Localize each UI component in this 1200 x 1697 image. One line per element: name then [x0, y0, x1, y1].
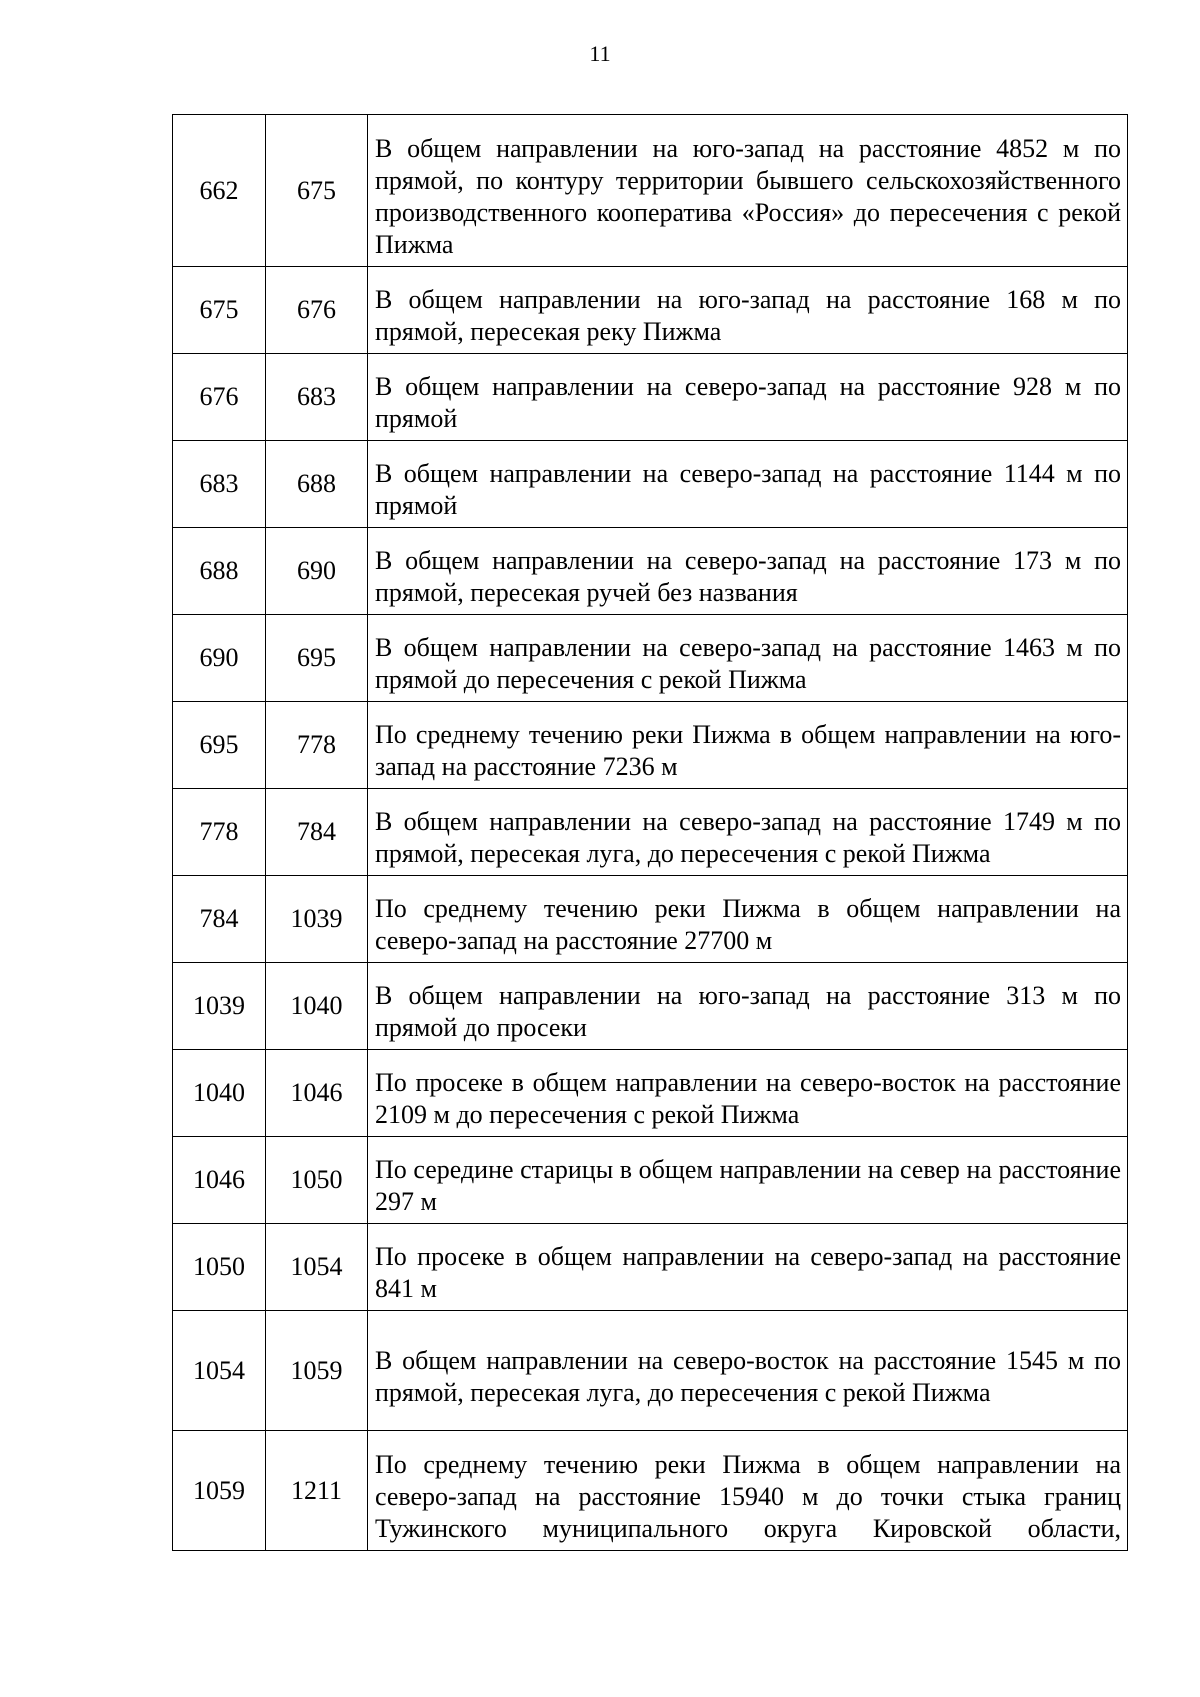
description-cell: В общем направлении на северо-запад на расстояние 173 м по прямой, пересекая ручей без названия — [368, 528, 1128, 615]
from-point-cell: 1046 — [173, 1137, 266, 1224]
description-cell: По просеке в общем направлении на северо-восток на расстояние 2109 м до пересечения с рекой Пижма — [368, 1050, 1128, 1137]
to-point-cell: 683 — [266, 354, 368, 441]
from-point-cell: 695 — [173, 702, 266, 789]
description-cell: По среднему течению реки Пижма в общем направлении на северо-запад на расстояние 15940 м до точки стыка границ Тужинского муниципального округа Кировской области, — [368, 1431, 1128, 1551]
from-point-cell: 1040 — [173, 1050, 266, 1137]
table-row — [173, 1137, 1128, 1224]
boundary-table — [172, 114, 1128, 1551]
description-cell: В общем направлении на юго-запад на расстояние 313 м по прямой до просеки — [368, 963, 1128, 1050]
from-point-cell: 688 — [173, 528, 266, 615]
table-row — [173, 1311, 1128, 1431]
description-cell: В общем направлении на северо-запад на расстояние 1463 м по прямой до пересечения с рекой Пижма — [368, 615, 1128, 702]
table-row — [173, 702, 1128, 789]
description-cell: В общем направлении на юго-запад на расстояние 4852 м по прямой, по контуру территории бывшего сельскохозяйственного производственного кооператива «Россия» до пересечения с рекой Пижма — [368, 115, 1128, 267]
table-row — [173, 354, 1128, 441]
from-point-cell: 784 — [173, 876, 266, 963]
to-point-cell: 675 — [266, 115, 368, 267]
from-point-cell: 690 — [173, 615, 266, 702]
from-point-cell: 683 — [173, 441, 266, 528]
description-cell: По среднему течению реки Пижма в общем направлении на юго-запад на расстояние 7236 м — [368, 702, 1128, 789]
from-point-cell: 1050 — [173, 1224, 266, 1311]
description-cell: В общем направлении на северо-запад на расстояние 928 м по прямой — [368, 354, 1128, 441]
to-point-cell: 1050 — [266, 1137, 368, 1224]
page-number: 11 — [589, 41, 611, 66]
from-point-cell: 662 — [173, 115, 266, 267]
from-point-cell: 1039 — [173, 963, 266, 1050]
to-point-cell: 778 — [266, 702, 368, 789]
from-point-cell: 1054 — [173, 1311, 266, 1431]
table-row — [173, 115, 1128, 267]
to-point-cell: 1039 — [266, 876, 368, 963]
description-cell: По середине старицы в общем направлении на север на расстояние 297 м — [368, 1137, 1128, 1224]
table-row — [173, 441, 1128, 528]
to-point-cell: 1046 — [266, 1050, 368, 1137]
to-point-cell: 690 — [266, 528, 368, 615]
table-row — [173, 1431, 1128, 1551]
from-point-cell: 675 — [173, 267, 266, 354]
description-cell: По просеке в общем направлении на северо-запад на расстояние 841 м — [368, 1224, 1128, 1311]
description-cell: В общем направлении на северо-восток на расстояние 1545 м по прямой, пересекая луга, до пересечения с рекой Пижма — [368, 1311, 1128, 1431]
from-point-cell: 676 — [173, 354, 266, 441]
description-cell: В общем направлении на северо-запад на расстояние 1144 м по прямой — [368, 441, 1128, 528]
description-cell: В общем направлении на северо-запад на расстояние 1749 м по прямой, пересекая луга, до пересечения с рекой Пижма — [368, 789, 1128, 876]
to-point-cell: 1211 — [266, 1431, 368, 1551]
to-point-cell: 1054 — [266, 1224, 368, 1311]
table-row — [173, 876, 1128, 963]
to-point-cell: 676 — [266, 267, 368, 354]
table-row — [173, 1224, 1128, 1311]
table-row — [173, 1050, 1128, 1137]
table-row — [173, 615, 1128, 702]
table-row — [173, 528, 1128, 615]
from-point-cell: 778 — [173, 789, 266, 876]
to-point-cell: 1059 — [266, 1311, 368, 1431]
table-row — [173, 267, 1128, 354]
to-point-cell: 1040 — [266, 963, 368, 1050]
to-point-cell: 695 — [266, 615, 368, 702]
description-cell: По среднему течению реки Пижма в общем направлении на северо-запад на расстояние 27700 м — [368, 876, 1128, 963]
to-point-cell: 688 — [266, 441, 368, 528]
description-cell: В общем направлении на юго-запад на расстояние 168 м по прямой, пересекая реку Пижма — [368, 267, 1128, 354]
to-point-cell: 784 — [266, 789, 368, 876]
table-row — [173, 963, 1128, 1050]
from-point-cell: 1059 — [173, 1431, 266, 1551]
table-row — [173, 789, 1128, 876]
